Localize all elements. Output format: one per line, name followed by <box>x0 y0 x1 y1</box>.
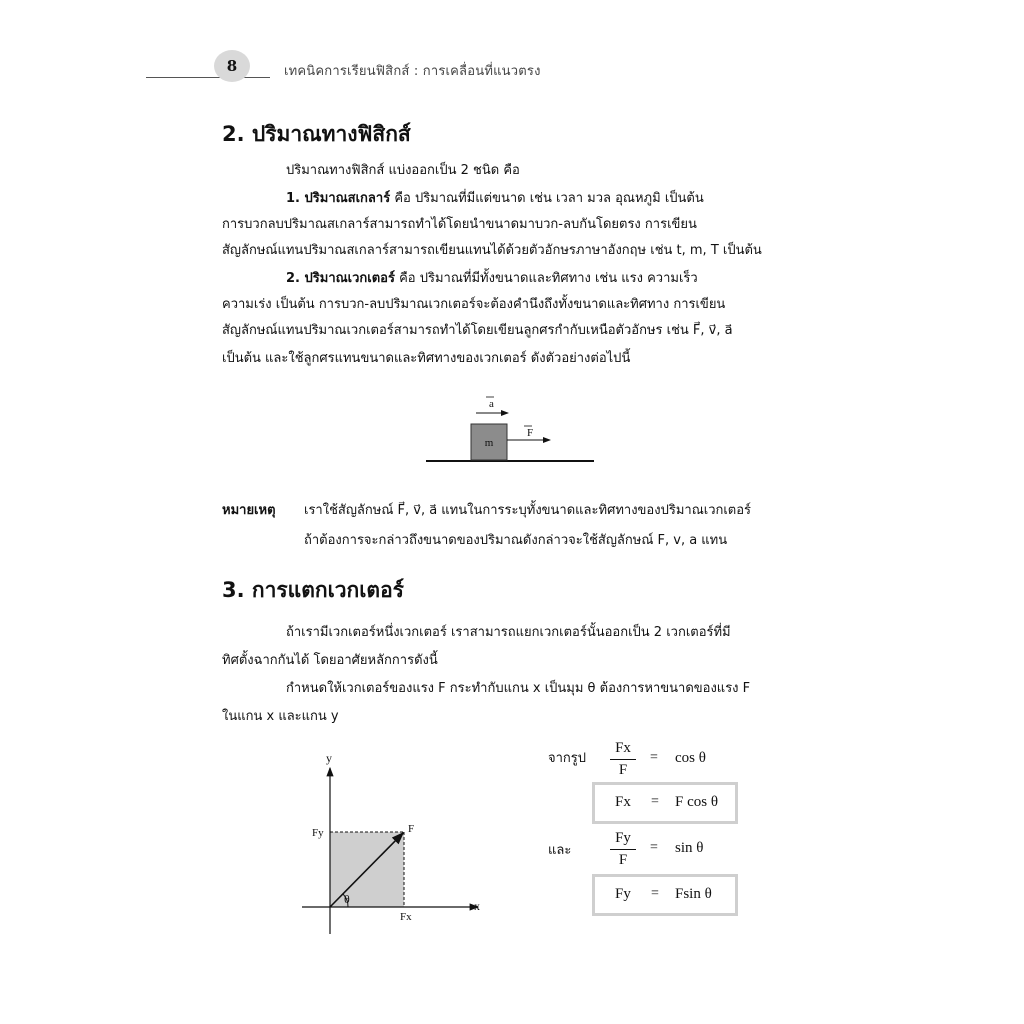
x-axis-label: x <box>474 899 480 913</box>
note-line-1: เราใช้สัญลักษณ์ F⃗, v⃗, a⃗ แทนในการระบุทั้งขนาดและทิศทางของปริมาณเวกเตอร์ <box>304 503 752 518</box>
eq1-equals: = <box>650 750 658 765</box>
vector-term: 2. ปริมาณเวกเตอร์ <box>286 271 395 286</box>
eq1-numerator: Fx <box>615 740 631 756</box>
scalar-term: 1. ปริมาณสเกลาร์ <box>286 191 391 206</box>
scalar-line-3: สัญลักษณ์แทนปริมาณสเกลาร์สามารถเขียนแทนได้ด้วยตัวอักษรภาษาอังกฤษ เช่น t, m, T เป็นต้น <box>222 243 762 258</box>
header-rule <box>146 77 270 78</box>
scalar-def: คือ ปริมาณที่มีแต่ขนาด เช่น เวลา มวล อุณหภูมิ เป็นต้น <box>394 191 704 206</box>
page-number: 8 <box>214 50 250 82</box>
eq3-equals: = <box>650 840 658 855</box>
vector-line-3: สัญลักษณ์แทนปริมาณเวกเตอร์สามารถทำได้โดยเขียนลูกศรกำกับเหนือตัวอักษร เช่น F⃗, v⃗, a⃗ <box>222 323 733 338</box>
eq4-equals: = <box>651 886 659 901</box>
section-2-intro: ปริมาณทางฟิสิกส์ แบ่งออกเป็น 2 ชนิด คือ <box>286 163 520 178</box>
force-label: F <box>527 427 534 439</box>
scalar-line-1 <box>286 186 800 212</box>
f-label: F <box>408 823 415 835</box>
eq2-lhs: Fx <box>615 794 631 810</box>
section-3-heading: 3. การแตกเวกเตอร์ <box>222 578 404 602</box>
eq3-rhs: sin θ <box>675 840 704 856</box>
section-3-para2-line2: ในแกน x และแกน y <box>222 709 339 724</box>
mass-label: m <box>484 437 494 449</box>
note-line-2: ถ้าต้องการจะกล่าวถึงขนาดของปริมาณดังกล่าวจะใช้สัญลักษณ์ F, v, a แทน <box>304 533 728 548</box>
eq2-box <box>592 782 738 824</box>
vector-line-1 <box>286 266 698 292</box>
running-title: เทคนิคการเรียนฟิสิกส์ : การเคลื่อนที่แนวตรง <box>284 64 541 79</box>
eq4-rhs: Fsin θ <box>675 886 712 902</box>
eq4-box <box>592 874 738 916</box>
y-axis-label: y <box>326 751 332 765</box>
eq1-fraction <box>610 740 636 779</box>
eq3-fraction <box>610 830 636 869</box>
vector-line-4: เป็นต้น และใช้ลูกศรแทนขนาดและทิศทางของเวกเตอร์ ดังตัวอย่างต่อไปนี้ <box>222 351 631 366</box>
vector-decomposition-diagram <box>300 748 500 938</box>
eq3-numerator: Fy <box>615 830 631 846</box>
from-figure-label: จากรูป <box>548 751 587 766</box>
theta-label: θ <box>344 892 350 906</box>
fy-label: Fy <box>312 827 324 839</box>
eq1-fraction-bar <box>610 759 636 760</box>
section-3-para2-line1: กำหนดให้เวกเตอร์ของแรง F กระทำกับแกน x เป็นมุม θ ต้องการหาขนาดของแรง F <box>286 681 751 696</box>
accel-label: a <box>489 398 494 410</box>
block-force-figure <box>420 392 600 468</box>
note-label: หมายเหตุ <box>222 503 276 518</box>
fx-label: Fx <box>400 911 412 923</box>
vector-line-2: ความเร่ง เป็นต้น การบวก-ลบปริมาณเวกเตอร์จะต้องคำนึงถึงทั้งขนาดและทิศทาง การเขียน <box>222 297 726 312</box>
eq1-denominator: F <box>618 762 628 778</box>
eq3-fraction-bar <box>610 849 636 850</box>
section-3-para1-line2: ทิศตั้งฉากกันได้ โดยอาศัยหลักการดังนี้ <box>222 653 438 668</box>
section-2-heading: 2. ปริมาณทางฟิสิกส์ <box>222 122 411 146</box>
eq2-rhs: F cos θ <box>675 794 719 810</box>
eq4-lhs: Fy <box>615 886 631 902</box>
scalar-line-2: การบวกลบปริมาณสเกลาร์สามารถทำได้โดยนำขนาดมาบวก-ลบกันโดยตรง การเขียน <box>222 217 697 232</box>
eq3-denominator: F <box>618 852 628 868</box>
eq2-equals: = <box>651 794 659 809</box>
vector-def: คือ ปริมาณที่มีทั้งขนาดและทิศทาง เช่น แรง ความเร็ว <box>399 271 698 286</box>
section-3-para1-line1: ถ้าเรามีเวกเตอร์หนึ่งเวกเตอร์ เราสามารถแยกเวกเตอร์นั้นออกเป็น 2 เวกเตอร์ที่มี <box>286 625 731 640</box>
and-label: และ <box>548 843 572 858</box>
eq1-rhs: cos θ <box>675 750 706 766</box>
